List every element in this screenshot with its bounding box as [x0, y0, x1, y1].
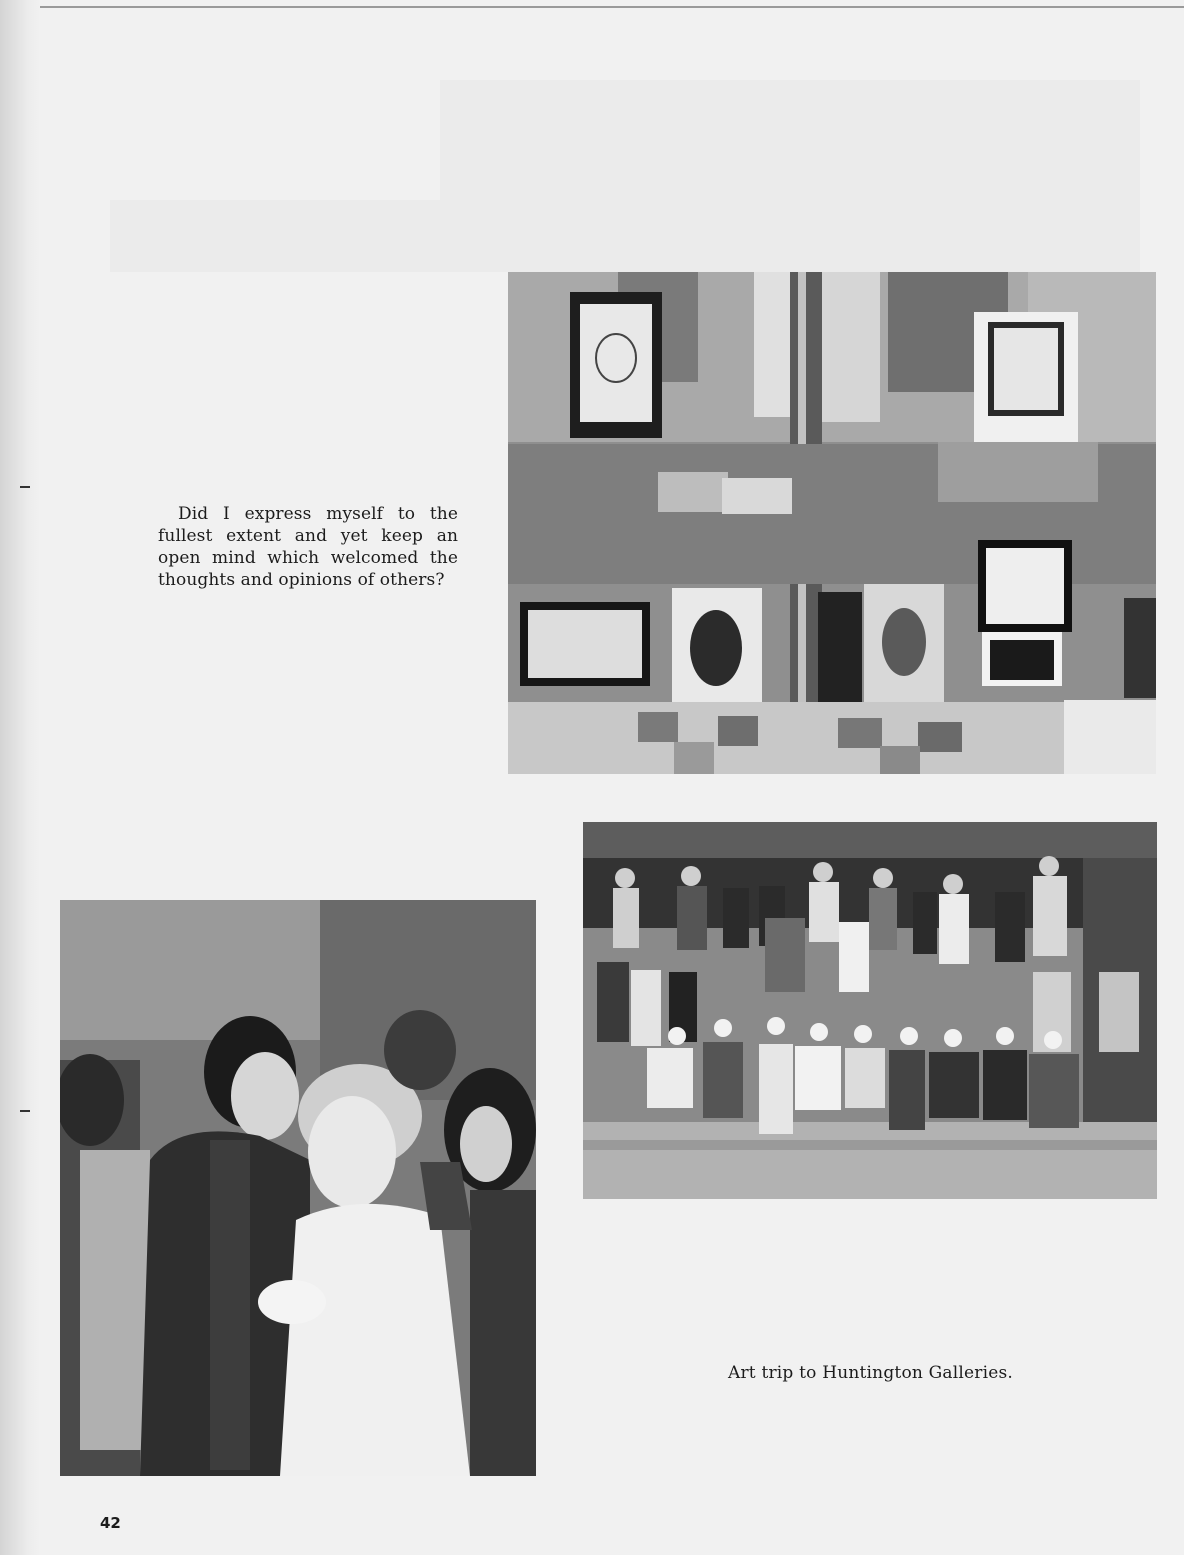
students-photo-image — [60, 900, 536, 1476]
group-portrait-photo-image — [583, 822, 1157, 1199]
binding-edge — [0, 0, 40, 1555]
reflection-quote: Did I express myself to the fullest extent and yet keep an open mind which welcomed the thoughts and opinions of others? — [158, 504, 458, 590]
top-rule — [40, 6, 1184, 8]
margin-mark — [20, 486, 30, 488]
art-display-photo — [508, 272, 1156, 774]
background-tone-block — [110, 200, 440, 272]
students-photo — [60, 900, 536, 1476]
photo-caption: Art trip to Huntington Galleries. — [728, 1363, 1014, 1383]
margin-mark — [20, 1110, 30, 1112]
background-tone-block — [440, 80, 1140, 272]
group-portrait-photo — [583, 822, 1157, 1199]
art-display-photo-image — [508, 272, 1156, 774]
page-number: 42 — [100, 1514, 121, 1532]
